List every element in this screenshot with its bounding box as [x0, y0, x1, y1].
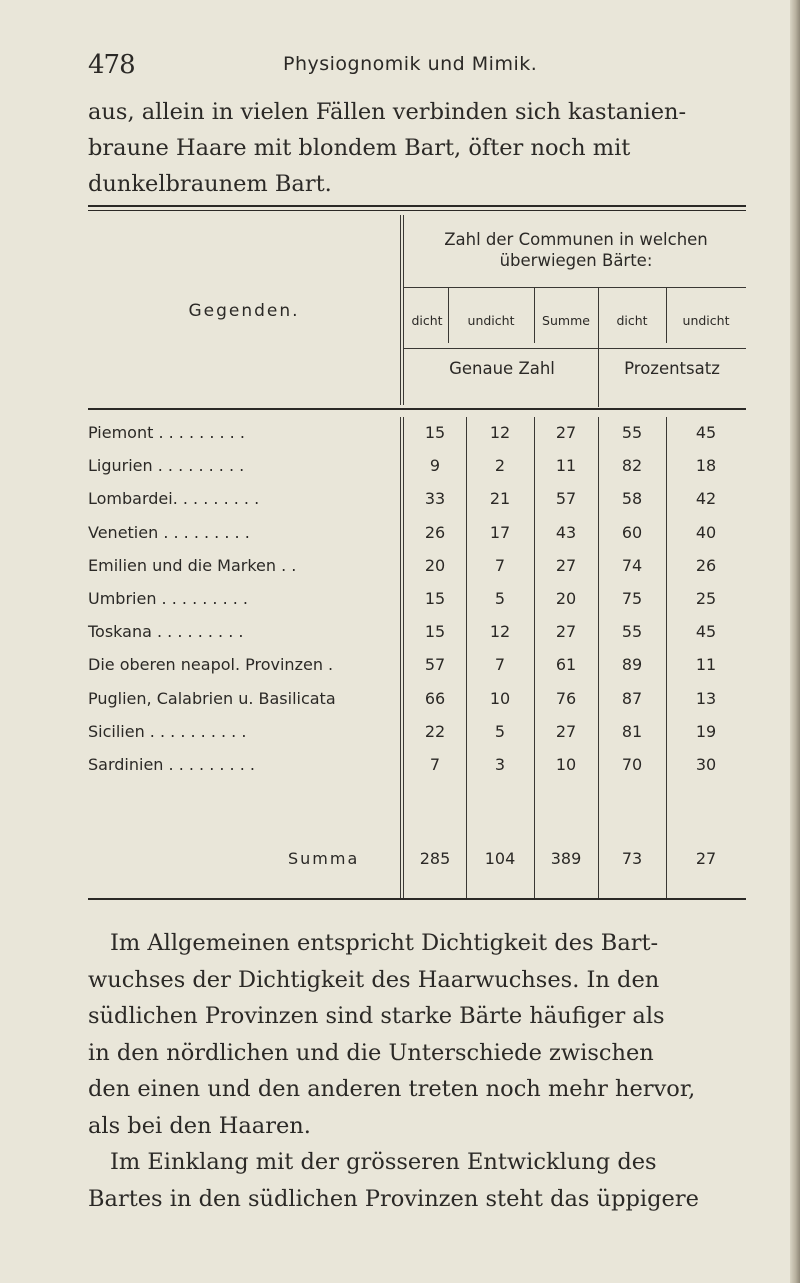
table-cell: 76	[555, 688, 577, 708]
table-cell: 55	[621, 622, 643, 642]
region-name: Puglien, Calabrien u. Basilicata	[88, 688, 336, 708]
text-line: den einen und den anderen treten noch mehr hervor,	[88, 1076, 696, 1102]
table-cell: 61	[555, 655, 577, 675]
subheader-undicht: undicht	[467, 313, 515, 328]
table-row	[88, 423, 746, 453]
text-line: Im Einklang mit der grösseren Entwicklung des	[110, 1149, 657, 1175]
column-separator	[400, 215, 401, 405]
region-name: Toskana . . . . . . . . .	[88, 622, 244, 642]
table-cell: 75	[621, 589, 643, 608]
region-name: Sardinien . . . . . . . . .	[88, 755, 255, 774]
region-name: Emilien und die Marken . .	[88, 555, 297, 575]
table-cell: 20	[555, 589, 577, 608]
table-cell: 26	[424, 522, 446, 542]
subheader-dicht-percent: dicht	[616, 313, 648, 328]
table-cell: 5	[494, 721, 506, 741]
table-cell: 27	[555, 555, 577, 575]
subheader-dicht: dicht	[411, 313, 443, 328]
table-row	[88, 722, 746, 752]
table-cell: 74	[621, 555, 643, 575]
subheader-separator	[598, 287, 599, 407]
text-line: als bei den Haaren.	[88, 1112, 311, 1139]
region-name: Die oberen neapol. Provinzen .	[88, 655, 334, 675]
regions-header: Gegenden.	[188, 301, 300, 321]
total-row	[88, 849, 746, 879]
table-header-rule	[88, 408, 746, 410]
subheader-summe: Summe	[542, 313, 590, 328]
table-cell: 19	[695, 721, 717, 741]
table-cell: 87	[621, 688, 643, 708]
table-cell: 5	[494, 589, 506, 608]
total-cell: 104	[484, 849, 516, 868]
total-label: Summa	[288, 849, 360, 868]
table-cell: 17	[489, 522, 511, 542]
table-cell: 55	[621, 423, 643, 442]
region-name: Lombardei. . . . . . . . .	[88, 489, 260, 509]
table-cell: 10	[489, 688, 511, 708]
text-line: wuchses der Dichtigkeit des Haarwuchses. In den	[88, 966, 660, 993]
table-cell: 27	[555, 721, 577, 741]
table-cell: 25	[695, 589, 717, 608]
region-name: Ligurien . . . . . . . . .	[88, 456, 245, 476]
table-cell: 27	[555, 622, 577, 642]
table-cell: 45	[695, 622, 717, 642]
table-cell: 18	[695, 456, 717, 476]
region-name: Umbrien . . . . . . . . .	[88, 589, 249, 608]
table-cell: 9	[429, 456, 441, 476]
table-cell: 20	[424, 555, 446, 575]
table-cell: 11	[695, 655, 717, 675]
table-cell: 33	[424, 489, 446, 509]
total-cell: 27	[695, 849, 717, 868]
table-row	[88, 456, 746, 486]
table-cell: 7	[494, 555, 506, 575]
table-row	[88, 622, 746, 652]
group-header-line: Zahl der Communen in welchen	[444, 230, 708, 249]
table-cell: 30	[695, 755, 717, 774]
table-cell: 81	[621, 721, 643, 741]
total-cell: 389	[550, 849, 582, 868]
table-bottom-rule	[88, 898, 746, 900]
table-cell: 82	[621, 456, 643, 476]
table-row	[88, 556, 746, 586]
table-cell: 40	[695, 522, 717, 542]
table-row	[88, 523, 746, 553]
table-row	[88, 655, 746, 685]
table-cell: 42	[695, 489, 717, 509]
table-cell: 89	[621, 655, 643, 675]
table-cell: 15	[424, 589, 446, 608]
column-separator	[403, 215, 404, 405]
table-cell: 12	[489, 423, 511, 442]
text-line: dunkelbraunem Bart.	[88, 171, 332, 197]
page-edge-shadow	[790, 0, 800, 1283]
paragraph-bottom	[88, 925, 748, 1217]
total-cell: 73	[621, 849, 643, 868]
table-cell: 3	[494, 755, 506, 774]
table-cell: 10	[555, 755, 577, 774]
page-number: 478	[88, 50, 135, 80]
table-row	[88, 589, 746, 619]
table-cell: 21	[489, 489, 511, 509]
region-name: Venetien . . . . . . . . .	[88, 522, 250, 542]
paragraph-top	[88, 94, 748, 202]
group-header	[406, 229, 746, 271]
text-line: in den nördlichen und die Unterschiede zwischen	[88, 1039, 654, 1066]
group-percentage: Prozentsatz	[624, 359, 720, 378]
text-line: aus, allein in vielen Fällen verbinden sich kastanien-	[88, 99, 687, 125]
text-line: braune Haare mit blondem Bart, öfter noch mit	[88, 135, 631, 161]
table-row	[88, 489, 746, 519]
page-header	[88, 50, 748, 84]
table-cell: 45	[695, 423, 717, 442]
table-cell: 57	[424, 655, 446, 675]
table-cell: 70	[621, 755, 643, 774]
text-line: südlichen Provinzen sind starke Bärte häufiger als	[88, 1003, 665, 1029]
header-rule	[404, 348, 746, 349]
region-name: Piemont . . . . . . . . .	[88, 423, 245, 442]
table-cell: 27	[555, 423, 577, 442]
text-line: Im Allgemeinen entspricht Dichtigkeit des Bart-	[110, 930, 659, 956]
table-cell: 60	[621, 522, 643, 542]
table-cell: 66	[424, 688, 446, 708]
table-cell: 43	[555, 522, 577, 542]
table-cell: 2	[494, 456, 506, 476]
total-cell: 285	[419, 849, 451, 868]
table-cell: 7	[429, 755, 441, 774]
table-top-rule	[88, 205, 746, 207]
subheader-undicht-percent: undicht	[682, 313, 730, 328]
table-cell: 11	[555, 456, 577, 476]
statistics-table	[88, 205, 746, 905]
table-row	[88, 689, 746, 719]
table-cell: 58	[621, 489, 643, 509]
table-cell: 15	[424, 423, 446, 442]
table-row	[88, 755, 746, 785]
table-cell: 15	[424, 622, 446, 642]
header-rule	[404, 287, 746, 288]
table-top-rule-thin	[88, 210, 746, 211]
table-cell: 22	[424, 721, 446, 741]
region-name: Sicilien . . . . . . . . . .	[88, 721, 247, 741]
text-line: Bartes in den südlichen Provinzen steht das üppigere	[88, 1185, 699, 1212]
group-header-line: überwiegen Bärte:	[499, 251, 653, 270]
group-exact-count: Genaue Zahl	[449, 359, 555, 378]
table-cell: 57	[555, 489, 577, 509]
table-cell: 26	[695, 555, 717, 575]
table-cell: 13	[695, 688, 717, 708]
running-title: Physiognomik und Mimik.	[283, 53, 538, 75]
table-cell: 12	[489, 622, 511, 642]
table-cell: 7	[494, 655, 506, 675]
